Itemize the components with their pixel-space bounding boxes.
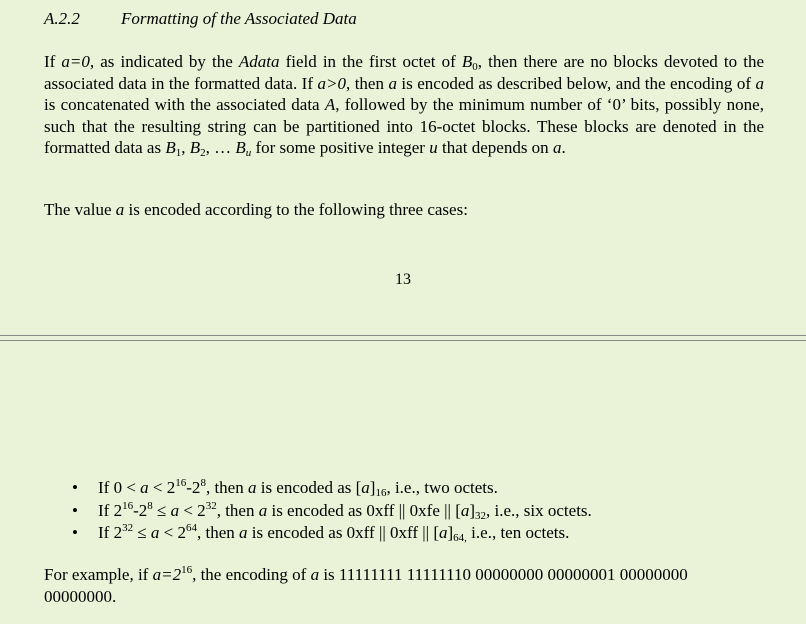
text: < 2 xyxy=(159,523,187,543)
text: is encoded as [ xyxy=(256,478,362,497)
section-title: Formatting of the Associated Data xyxy=(121,9,357,28)
math-B2-subscript: 2 xyxy=(200,147,206,160)
text: is encoded according to the following three cases: xyxy=(124,200,468,219)
text: , then xyxy=(345,73,389,93)
text: , then xyxy=(216,500,259,520)
math-a-eq-0: a=0 xyxy=(61,52,90,71)
adata-term: Adata xyxy=(238,52,280,71)
text: , … xyxy=(205,138,236,158)
math-a: a xyxy=(755,73,764,93)
text: If xyxy=(44,52,62,71)
bullet-icon: • xyxy=(72,478,78,497)
math-B2: B xyxy=(189,138,201,158)
math-Bu: B xyxy=(235,138,246,158)
text: , the encoding of xyxy=(192,565,311,584)
text: , i.e., six octets. xyxy=(486,500,592,520)
text: ] xyxy=(469,500,476,520)
text: If 2 xyxy=(98,500,123,520)
exponent: 16 xyxy=(175,477,187,489)
text: < 2 xyxy=(148,478,176,497)
paragraph-encoding-cases-intro xyxy=(44,199,764,221)
text: -2 xyxy=(133,500,148,520)
text: that depends on xyxy=(437,138,553,158)
math-a-gt-0: a>0 xyxy=(317,73,346,93)
math-a: a xyxy=(258,500,268,520)
text: , then xyxy=(205,478,248,497)
exponent: 16 xyxy=(122,499,134,512)
text: -2 xyxy=(186,478,201,497)
text: , xyxy=(181,138,190,158)
exponent: 64 xyxy=(186,522,198,535)
exponent: 8 xyxy=(200,477,206,489)
text: , then xyxy=(197,523,240,543)
text: field in the first octet of xyxy=(279,52,462,71)
page-number: 13 xyxy=(395,271,411,288)
text: , i.e., two octets. xyxy=(386,478,498,497)
text: ] xyxy=(447,523,454,543)
text: If 0 < xyxy=(98,478,141,497)
exponent: 32 xyxy=(205,499,217,512)
math-a: a xyxy=(115,200,125,219)
subscript: 64, xyxy=(453,532,467,545)
math-a: a xyxy=(310,565,320,584)
text: is encoded as described below, and the encoding of xyxy=(396,73,756,93)
list-item xyxy=(0,500,592,523)
list-item xyxy=(0,522,592,545)
subscript: 16 xyxy=(375,487,387,499)
paragraph-example xyxy=(44,564,764,607)
paragraph-formatting-intro xyxy=(44,51,764,159)
math-a: a xyxy=(247,478,257,497)
math-a-eq: a=2 xyxy=(152,565,182,584)
math-a: a xyxy=(170,500,180,520)
math-B: B xyxy=(461,52,473,71)
text: is encoded as 0xff || 0xfe || [ xyxy=(267,500,461,520)
text: is encoded as 0xff || 0xff || [ xyxy=(247,523,439,543)
text: For example, if xyxy=(44,565,153,584)
math-a: a xyxy=(460,500,470,520)
text: ] xyxy=(369,478,376,497)
bullet-icon: • xyxy=(72,523,78,543)
exponent: 32 xyxy=(122,522,134,535)
math-a: a xyxy=(150,523,160,543)
subscript: 32 xyxy=(475,509,487,522)
math-a: a xyxy=(439,523,448,543)
exponent: 8 xyxy=(147,499,153,512)
text: is concatenated with the associated data xyxy=(44,95,325,115)
list-item xyxy=(0,477,592,500)
math-A: A xyxy=(324,95,336,115)
text: ≤ xyxy=(152,500,171,520)
page-break-divider xyxy=(0,334,806,342)
section-heading xyxy=(44,9,357,29)
text: , followed by the minimum number of ‘0’ bits, possibly none, such that the resulting string can be partitioned into 16-octet blocks. These blocks are denoted in the formatted data as xyxy=(44,95,764,158)
math-a: a xyxy=(239,523,248,543)
text: for some positive integer xyxy=(251,138,430,158)
text: is 11111111 11111110 00000000 00000001 00000000 00000000. xyxy=(44,565,688,606)
text: ≤ xyxy=(133,523,151,543)
text: , as indicated by the xyxy=(89,52,239,71)
math-a: a xyxy=(361,478,370,497)
math-B1-subscript: 1 xyxy=(175,147,182,160)
math-Bu-subscript: u xyxy=(245,147,252,160)
page-bottom xyxy=(0,342,806,624)
section-number: A.2.2 xyxy=(44,9,80,28)
math-a: a xyxy=(552,138,562,158)
text: i.e., ten octets. xyxy=(466,523,570,543)
text: The value xyxy=(44,200,116,219)
divider-line xyxy=(0,340,806,341)
math-a: a xyxy=(140,478,149,497)
math-u: u xyxy=(429,138,438,158)
math-a: a xyxy=(388,73,397,93)
math-B-subscript: 0 xyxy=(472,61,478,73)
text: < 2 xyxy=(179,500,206,520)
math-B1: B xyxy=(165,138,176,158)
bullet-icon: • xyxy=(72,500,78,520)
text: If 2 xyxy=(98,523,123,543)
text: , then there are no blocks devoted to the associated data in the formatted data. If xyxy=(44,52,764,93)
exponent: 16 xyxy=(181,564,193,576)
text: . xyxy=(561,138,566,158)
divider-line xyxy=(0,335,806,336)
encoding-cases-list xyxy=(0,477,592,545)
